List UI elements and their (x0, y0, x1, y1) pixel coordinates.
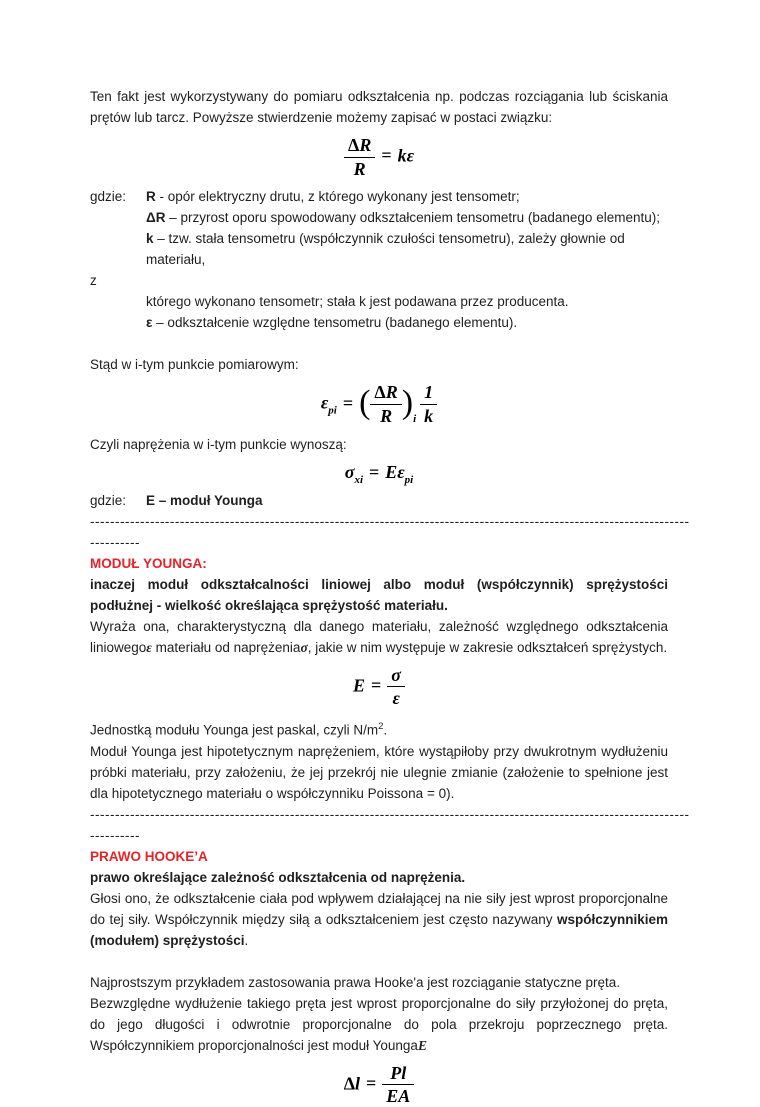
epsilon-inline: ε (146, 639, 152, 655)
paragraph-unit: Jednostką modułu Younga jest paskal, czyli $N/m^2$. (90, 721, 388, 738)
definition-row: ε – odkształcenie względne tensometru (badanego elementu). (146, 315, 518, 331)
E-inline: E (417, 1037, 427, 1053)
open-paren: ( (359, 384, 371, 422)
spacer (90, 333, 668, 354)
superscript-2: 2 (378, 721, 384, 733)
fraction-sigma-epsilon: $\frac{\sigma}{\varepsilon}$ (387, 665, 405, 709)
fraction-dr-r: $\frac{\Delta R}{R}$ (344, 135, 375, 179)
term-E-young: E – moduł Younga (146, 492, 263, 508)
orphan-z: z (90, 273, 97, 289)
heading-prawo-hookea: PRAWO HOOKE’A (90, 848, 208, 864)
formula-young-modulus: E = $\frac{\sigma}{\varepsilon}$ (90, 665, 668, 709)
heading-modul-younga: MODUŁ YOUNGA: (90, 555, 207, 571)
term-epsilon: ε (146, 315, 153, 331)
definition-row: k – tzw. stała tensometru (współczynnik czułości tensometru), zależy głownie od materiału, (146, 231, 625, 268)
sigma-inline: σ (300, 639, 308, 655)
term-k: k (146, 231, 154, 247)
term-R: R (146, 189, 156, 205)
delta-symbol: Δ (348, 135, 360, 155)
separator-line-short: ---------- (90, 827, 140, 843)
gdzie-label: gdzie: (90, 189, 127, 205)
separator-line: ------------------------------------------------------------------------------------------------------------------------ (90, 806, 690, 822)
formula-elongation: Δl = $\frac{Pl}{EA}$ (90, 1063, 668, 1107)
paragraph-hooke-example: Najprostszym przykładem zastosowania prawa Hooke'a jest rozciąganie statyczne pręta. (90, 974, 621, 990)
bold-wspolczynnikiem: współczynnikiem (modułem) sprężystości (90, 911, 668, 948)
fraction-1-k: $\frac{1}{k}$ (420, 382, 437, 426)
definition-row-E (90, 490, 668, 511)
gdzie-label: gdzie: (90, 492, 127, 508)
sigma-symbol: σ (344, 461, 355, 482)
k-epsilon: kε (397, 145, 414, 166)
delta-symbol: Δ (343, 1072, 355, 1093)
definitions-block (90, 186, 668, 333)
formula-epsilon-pi: $\varepsilon_{pi}$ = ( $\frac{\Delta R}{R}$ )$_i$ $\frac{1}{k}$ (90, 382, 668, 426)
paragraph-young-lead: inaczej moduł odkształcalności liniowej albo moduł (współczynnik) sprężystości podłużnej - wielkość określająca sprężystość materiału. (90, 576, 668, 613)
paragraph-young-definition: Wyraża ona, charakterystyczną dla danego materiału, zależność względnego odkształcenia liniowegoε materiału od naprężeniaσ, jakie w nim występuje w zakresie odkształceń sprężystych. (90, 618, 668, 655)
paragraph-hooke-definition: Głosi ono, że odkształcenie ciała pod wpływem działającej na nie siły jest wprost proporcjonalne do tej siły. Współczynnik między siłą a odkształceniem jest często nazywany współczynnikiem (modułem) sprężystości. (90, 890, 668, 948)
formula-strain-gauge: $\frac{\Delta R}{R}$ = kε (90, 135, 668, 179)
separator-line-short: ---------- (90, 534, 140, 550)
paragraph-hooke-lead: prawo określające zależność odkształcenia od naprężenia. (90, 869, 466, 885)
fraction-pl-ea: $\frac{Pl}{EA}$ (382, 1063, 414, 1107)
paragraph-hooke-rod: Bezwzględne wydłużenie takiego pręta jest wprost proporcjonalne do siły przyłożonej do pręta, do jego długości i odwrotnie proporcjonalne do pola przekroju poprzecznego pręta. Współczynnikiem proporcjonalności jest moduł YoungaE (90, 995, 668, 1053)
formula-sigma-xi: $\sigma_{xi} = E\varepsilon_{pi}$ (344, 461, 414, 486)
definition-row: którego wykonano tensometr; stała k jest podawana przez producenta. (146, 294, 569, 310)
paragraph-young-hypothetical: Moduł Younga jest hipotetycznym naprężeniem, które wystąpiłoby przy dwukrotnym wydłużeniu próbki materiału, przy założeniu, że jej przekrój nie ulegnie zmianie (założenie to spełnione jest dla hipotetycznego materiału o współczynniku Poissona = 0). (90, 743, 668, 801)
definition-row: gdzie: R - opór elektryczny drutu, z którego wykonany jest tensometr; (90, 186, 668, 207)
spacer (90, 951, 668, 972)
term-dR: ΔR (146, 210, 166, 226)
separator-line: ------------------------------------------------------------------------------------------------------------------------ (90, 513, 690, 529)
E-symbol: E (353, 675, 366, 696)
close-paren: ) (401, 384, 414, 422)
fraction-dr-r: $\frac{\Delta R}{R}$ (370, 382, 401, 426)
paragraph-stad: Stąd w i-tym punkcie pomiarowym: (90, 357, 299, 373)
paragraph-czyli: Czyli naprężenia w i-tym punkcie wynoszą: (90, 436, 347, 452)
definition-row: ΔR – przyrost oporu spowodowany odkształceniem tensometru (badanego elementu); (146, 210, 660, 226)
delta-symbol: Δ (374, 382, 386, 403)
epsilon-symbol: ε (320, 392, 329, 413)
paragraph-intro: Ten fakt jest wykorzystywany do pomiaru odkształcenia np. podczas rozciągania lub ściskania prętów lub tarcz. Powyższe stwierdzenie możemy zapisać w postaci związku: (90, 89, 668, 125)
